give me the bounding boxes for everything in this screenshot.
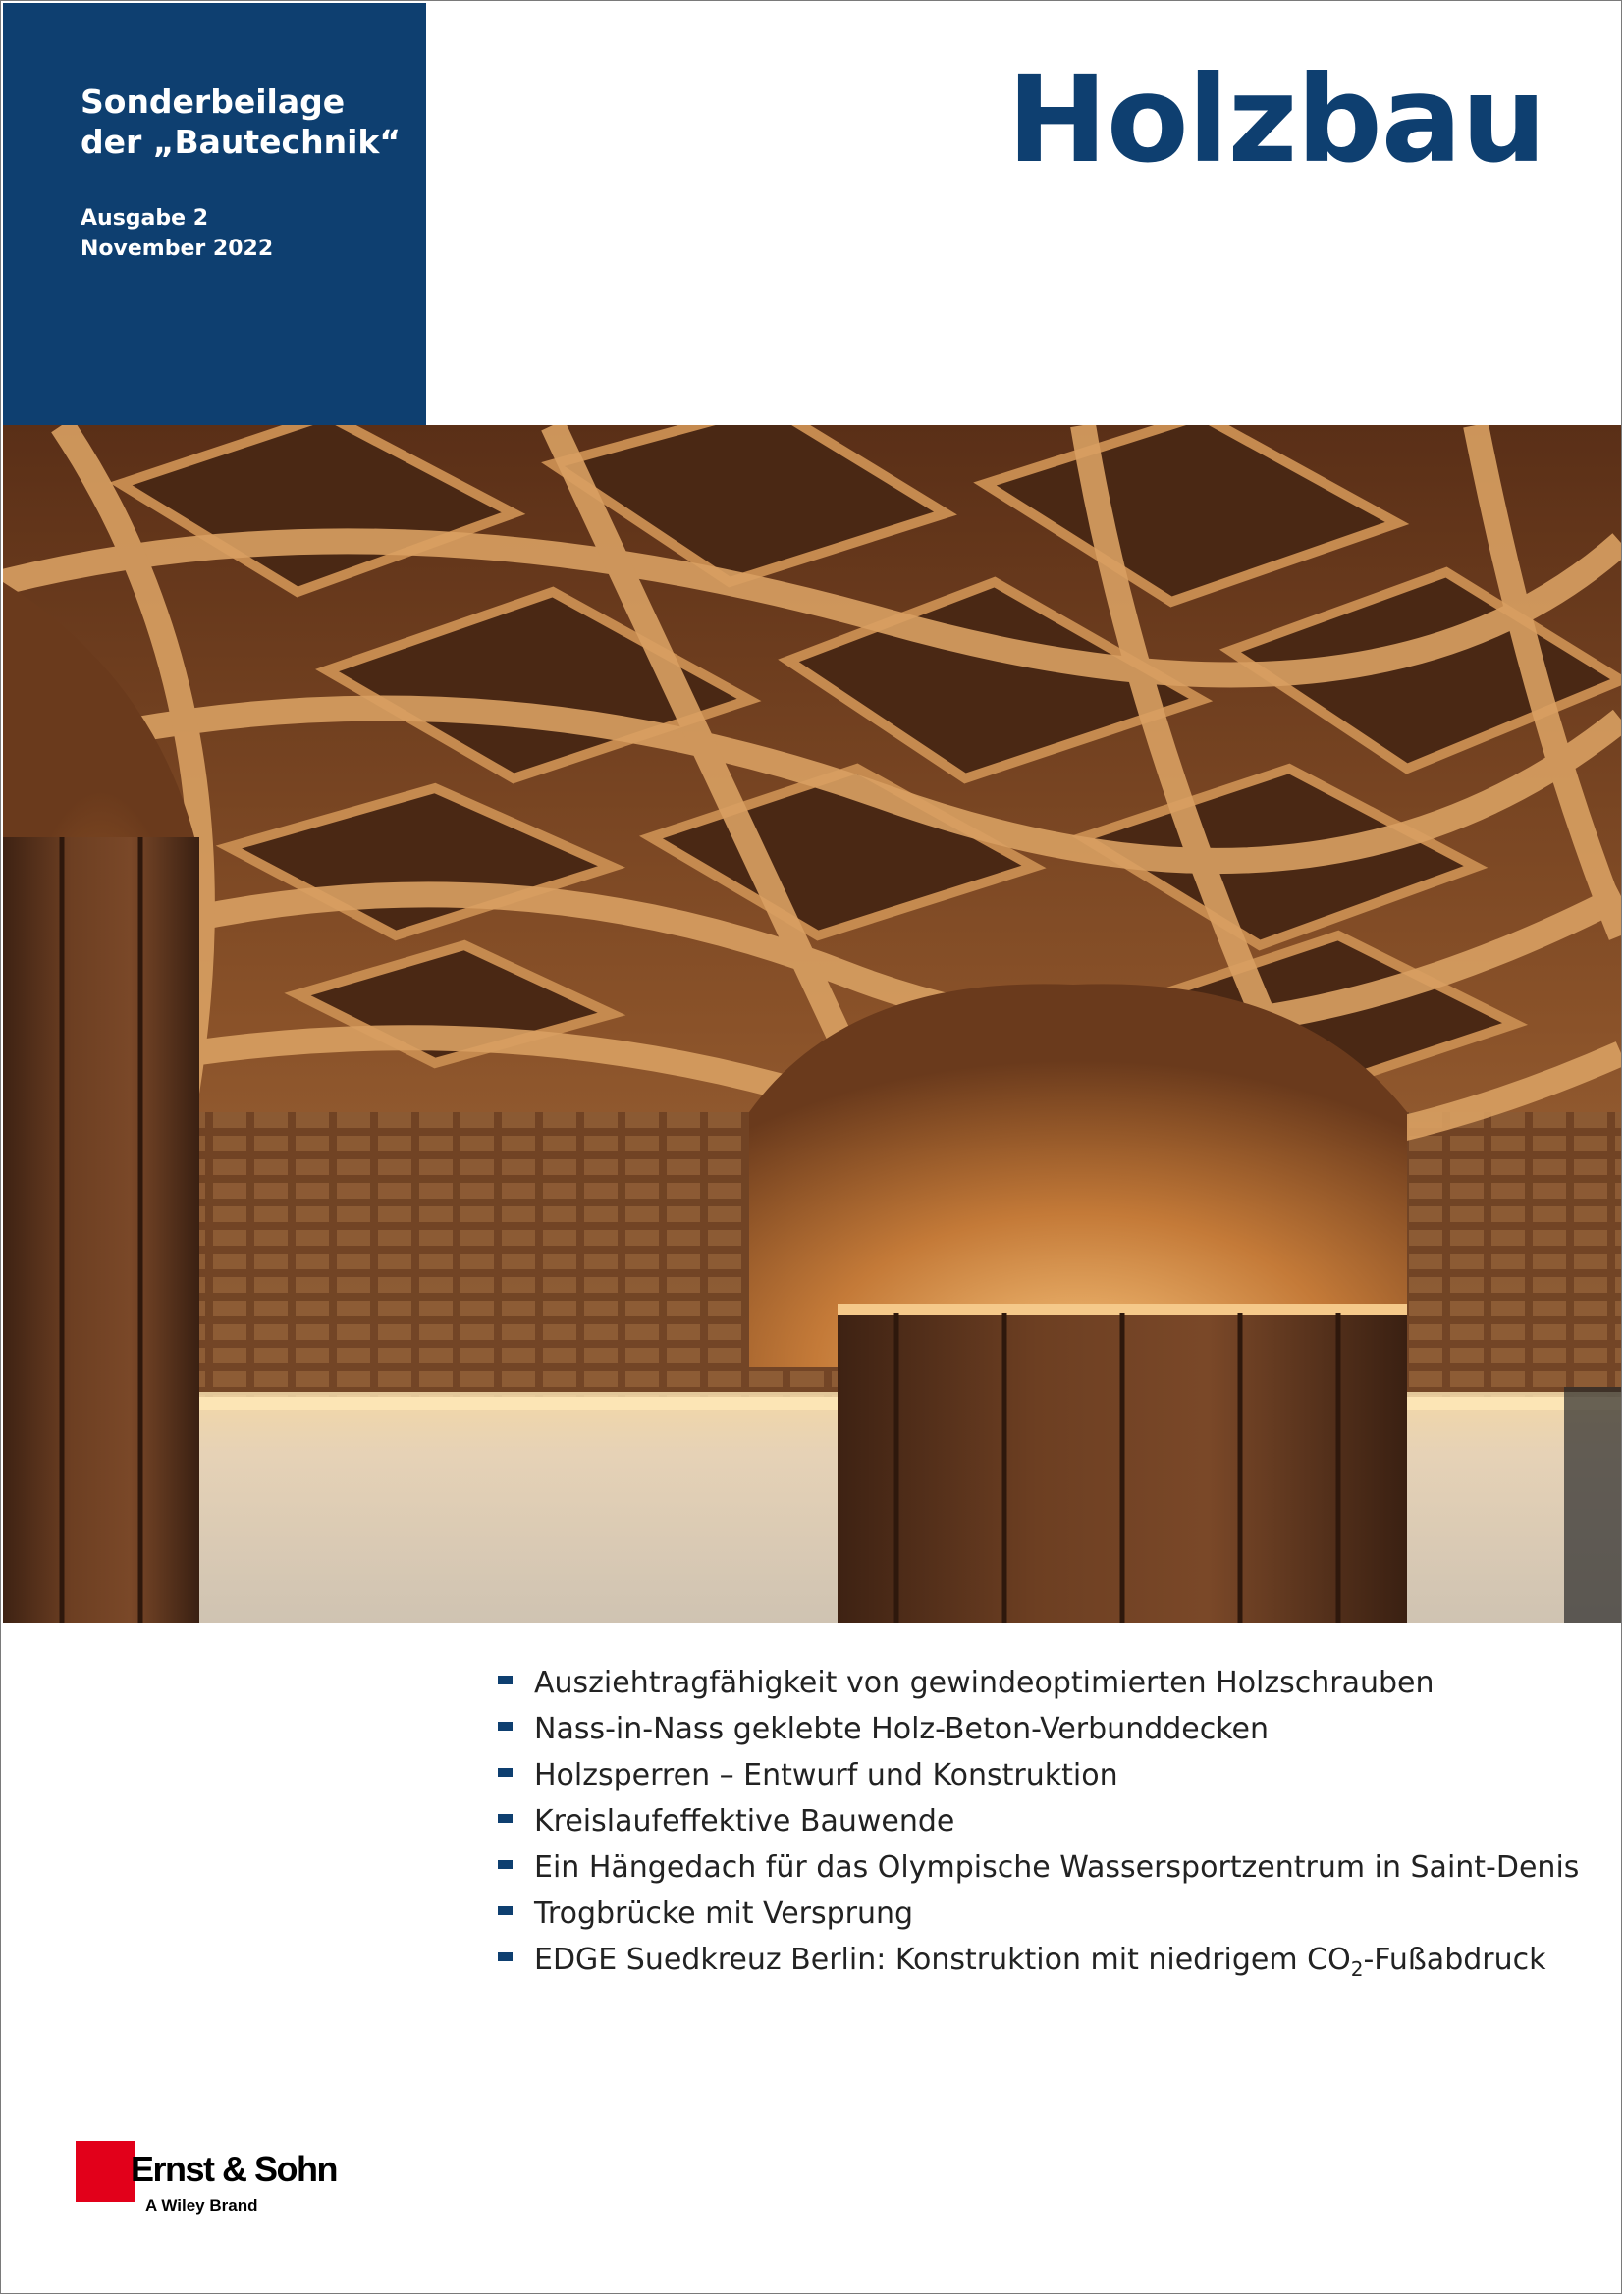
article-title: Trogbrücke mit Versprung bbox=[534, 1896, 914, 1931]
publisher-logo bbox=[76, 2141, 370, 2219]
list-item bbox=[498, 1712, 1579, 1758]
article-title: Ein Hängedach für das Olympische Wassersportzentrum in Saint-Denis bbox=[534, 1850, 1580, 1885]
supplement-title bbox=[81, 81, 414, 162]
list-item bbox=[498, 1896, 1579, 1943]
article-title: Holzsperren – Entwurf und Konstruktion bbox=[534, 1758, 1118, 1792]
supplement-title-line2: der „Bautechnik“ bbox=[81, 123, 402, 161]
publisher-red-square-icon bbox=[76, 2141, 135, 2202]
issue-number: Ausgabe 2 bbox=[81, 206, 209, 231]
supplement-title-line1: Sonderbeilage bbox=[81, 82, 346, 121]
list-item bbox=[498, 1666, 1579, 1712]
contents-list bbox=[498, 1666, 1579, 1989]
list-item bbox=[498, 1943, 1579, 1989]
publisher-tagline: A Wiley Brand bbox=[145, 2196, 258, 2215]
bullet-square-icon bbox=[498, 1952, 513, 1961]
list-item bbox=[498, 1758, 1579, 1804]
supplement-box bbox=[3, 3, 426, 425]
bullet-square-icon bbox=[498, 1860, 513, 1869]
bullet-square-icon bbox=[498, 1722, 513, 1731]
co2-subscript: 2 bbox=[1350, 1957, 1364, 1981]
article-title: Nass-in-Nass geklebte Holz-Beton-Verbunddecken bbox=[534, 1712, 1270, 1746]
masthead-title: Holzbau bbox=[1006, 50, 1545, 189]
bullet-square-icon bbox=[498, 1906, 513, 1915]
article-title: Ausziehtragfähigkeit von gewindeoptimierten Holzschrauben bbox=[534, 1666, 1435, 1700]
cover-photo bbox=[3, 425, 1621, 1623]
publisher-name: Ernst & Sohn bbox=[131, 2149, 338, 2189]
issue-info bbox=[81, 203, 273, 264]
article-title-part2: -Fußabdruck bbox=[1363, 1943, 1546, 1977]
issue-date: November 2022 bbox=[81, 237, 274, 261]
list-item bbox=[498, 1850, 1579, 1896]
bullet-square-icon bbox=[498, 1768, 513, 1777]
bullet-square-icon bbox=[498, 1814, 513, 1823]
list-item bbox=[498, 1804, 1579, 1850]
article-title-part1: EDGE Suedkreuz Berlin: Konstruktion mit niedrigem CO bbox=[534, 1943, 1351, 1977]
article-title: Kreislaufeffektive Bauwende bbox=[534, 1804, 955, 1839]
article-title bbox=[534, 1943, 1546, 1981]
bullet-square-icon bbox=[498, 1676, 513, 1684]
